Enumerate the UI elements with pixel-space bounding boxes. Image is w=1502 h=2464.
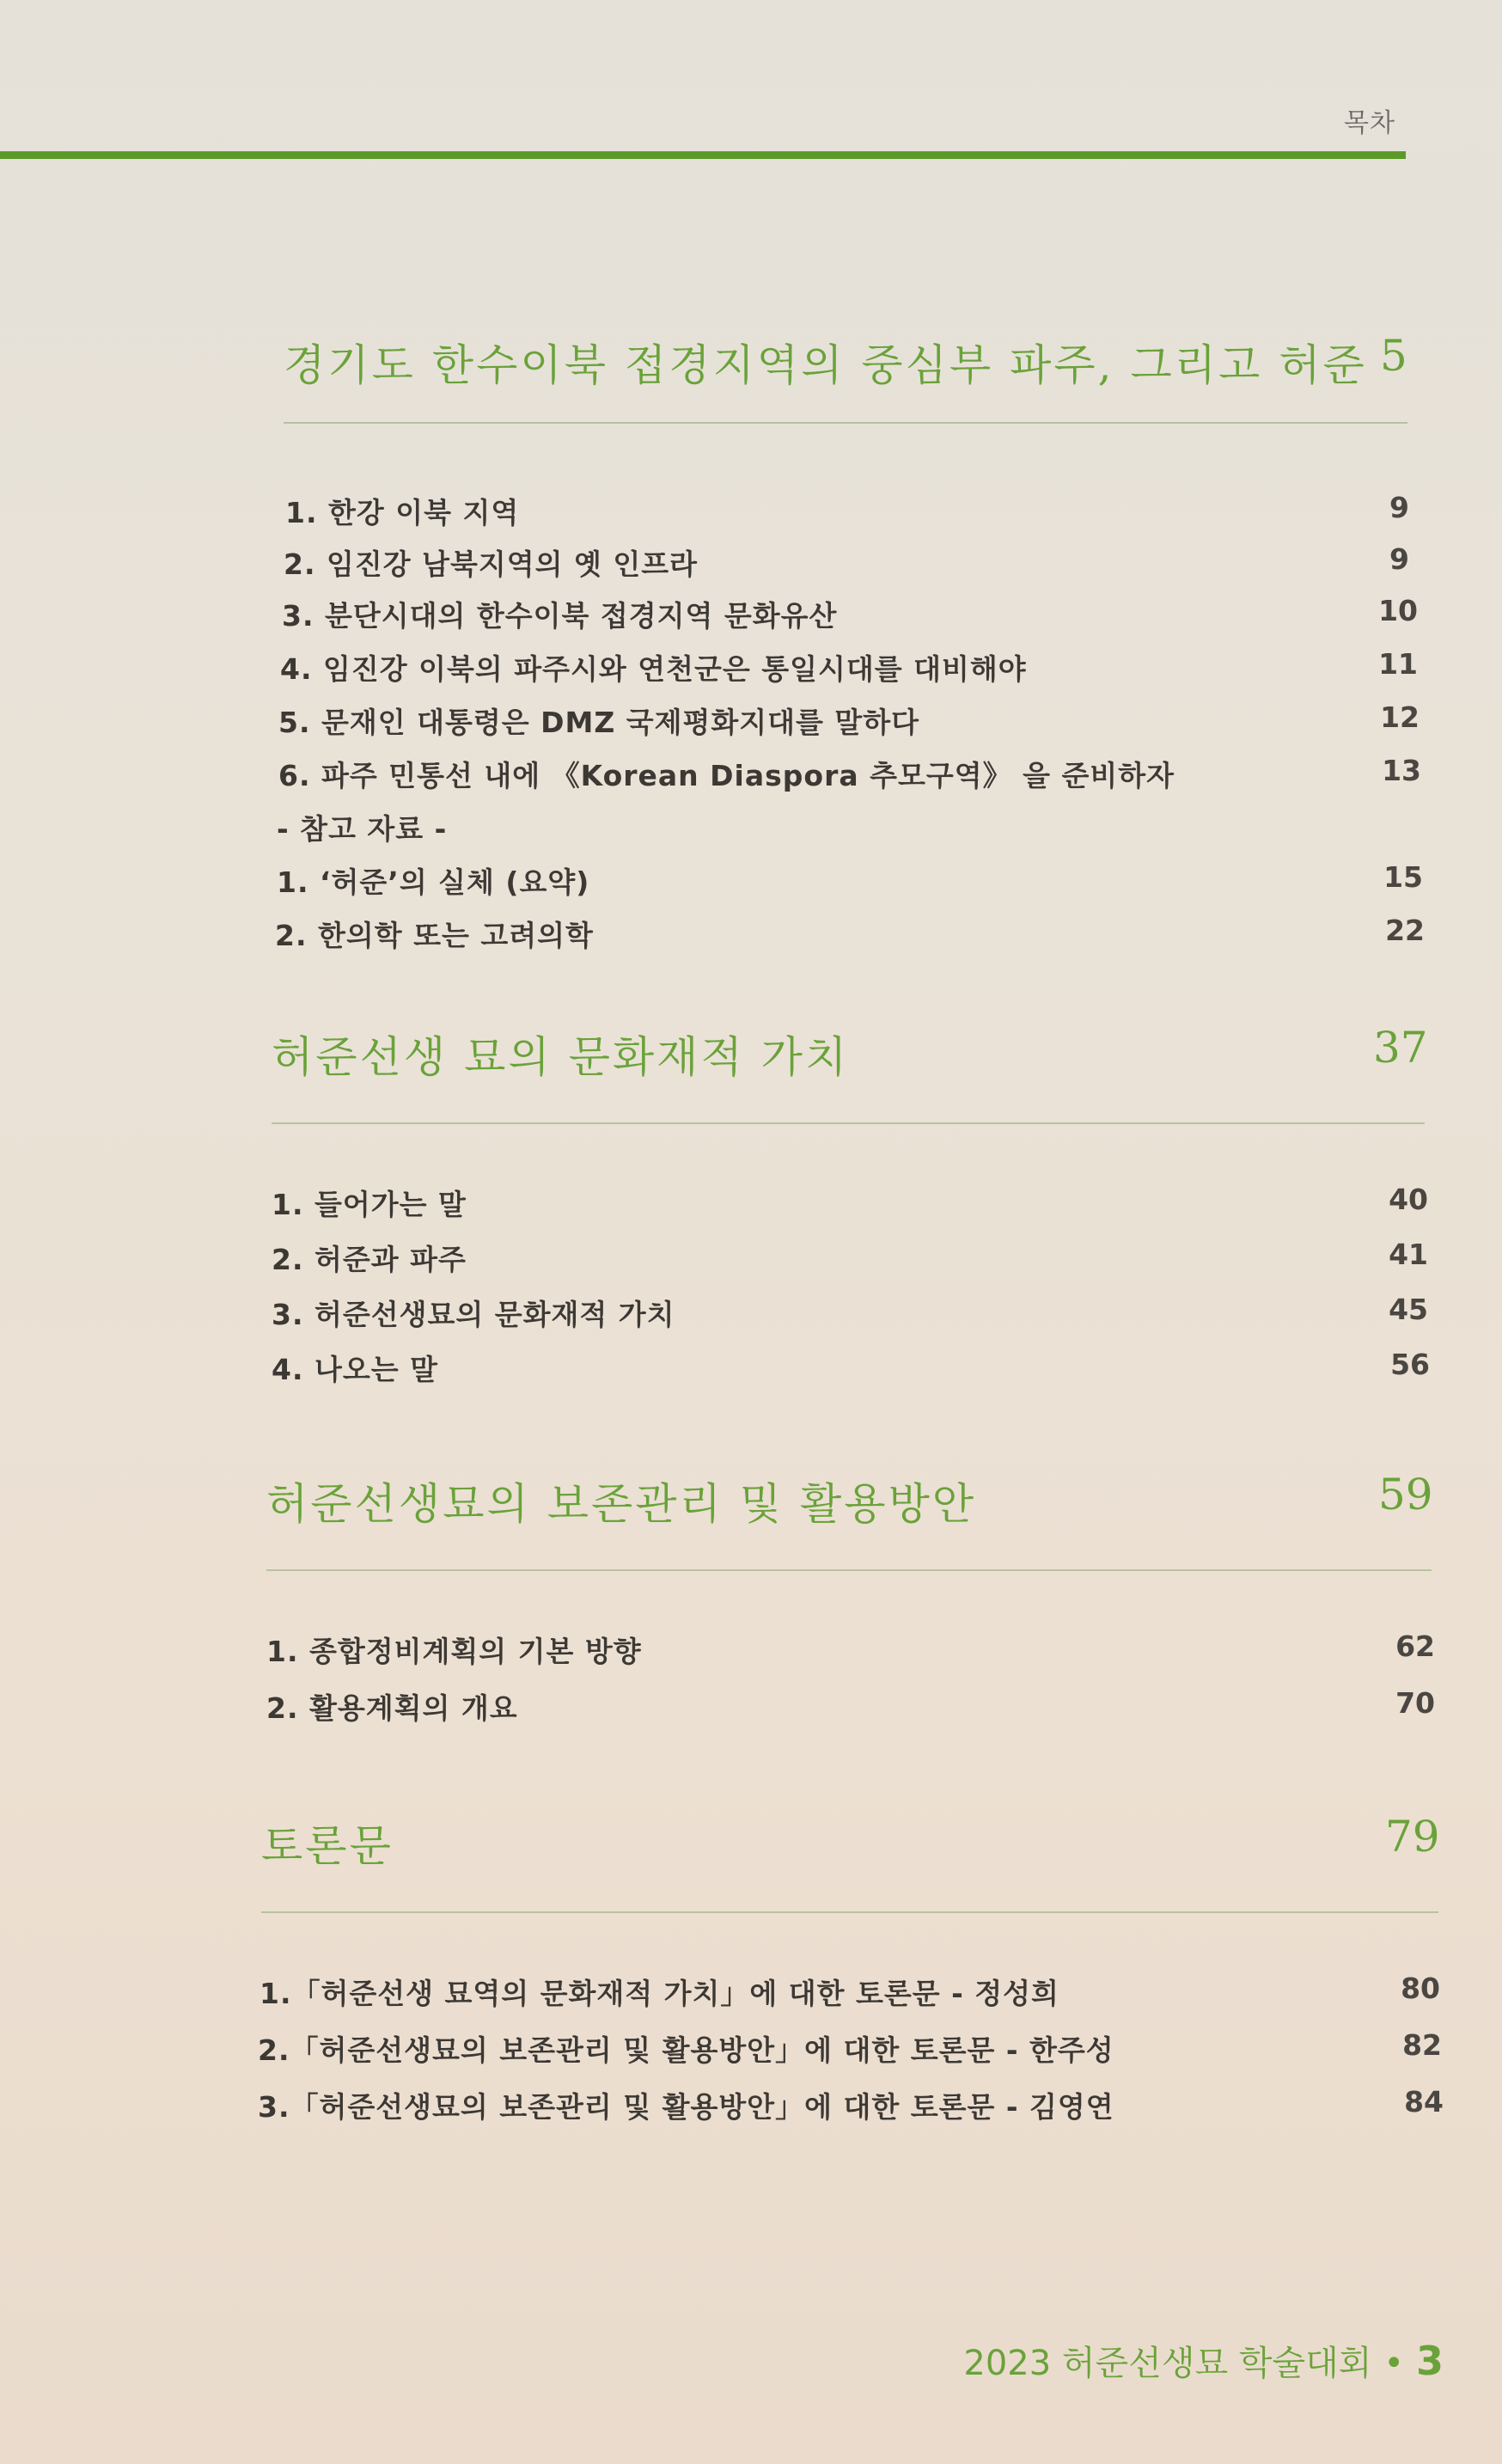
toc-item[interactable] bbox=[0, 1972, 1502, 2015]
section-page-number: 79 bbox=[1385, 1812, 1440, 1862]
toc-item[interactable] bbox=[0, 594, 1502, 637]
toc-item-label: 3. 분단시대의 한수이북 접경지역 문화유산 bbox=[282, 599, 838, 633]
section-heading[interactable] bbox=[0, 331, 1502, 400]
toc-item-label: 4. 나오는 말 bbox=[272, 1353, 438, 1386]
toc-item[interactable] bbox=[0, 1686, 1502, 1729]
toc-item-label: 1. 한강 이북 지역 bbox=[285, 496, 520, 529]
toc-item[interactable] bbox=[0, 2028, 1502, 2071]
page-footer bbox=[963, 2336, 1444, 2385]
section-heading[interactable] bbox=[0, 1812, 1502, 1880]
toc-item[interactable] bbox=[0, 914, 1502, 957]
toc-item-page: 9 bbox=[1389, 542, 1409, 576]
footer-text: 2023 허준선생묘 학술대회 bbox=[963, 2344, 1372, 2383]
toc-item[interactable] bbox=[0, 2085, 1502, 2128]
toc-item-page: 80 bbox=[1401, 1972, 1440, 2005]
section-page-number: 59 bbox=[1378, 1470, 1433, 1519]
toc-item-page: 82 bbox=[1402, 2028, 1442, 2062]
header-label: 목차 bbox=[1344, 108, 1395, 138]
toc-item[interactable] bbox=[0, 754, 1502, 797]
toc-item-page: 15 bbox=[1383, 860, 1423, 894]
reference-subheading: - 참고 자료 - bbox=[277, 812, 448, 846]
toc-item-label: 2. 허준과 파주 bbox=[272, 1243, 467, 1276]
section-heading[interactable] bbox=[0, 1470, 1502, 1538]
section-title: 경기도 한수이북 접경지역의 중심부 파주, 그리고 허준 bbox=[284, 340, 1367, 390]
toc-item-label: 2. 활용계획의 개요 bbox=[266, 1691, 518, 1725]
toc-item-label: 1. ‘허준’의 실체 (요약) bbox=[277, 865, 590, 899]
toc-item-label: 1. 들어가는 말 bbox=[272, 1188, 467, 1221]
toc-item-page: 10 bbox=[1378, 594, 1418, 627]
section-page-number: 37 bbox=[1373, 1023, 1428, 1073]
toc-item[interactable] bbox=[0, 491, 1502, 534]
section-title: 허준선생 묘의 문화재적 가치 bbox=[272, 1032, 850, 1082]
toc-item-label: 2.「허준선생묘의 보존관리 및 활용방안」에 대한 토론문 - 한주성 bbox=[258, 2033, 1114, 2067]
section-title: 토론문 bbox=[261, 1821, 394, 1871]
toc-item-page: 45 bbox=[1389, 1293, 1428, 1326]
toc-item-label: 2. 임진강 남북지역의 옛 인프라 bbox=[284, 547, 698, 581]
toc-item-label: 6. 파주 민통선 내에 《Korean Diaspora 추모구역》 을 준비하자 bbox=[278, 759, 1175, 792]
toc-item-page: 9 bbox=[1389, 491, 1409, 524]
toc-item-page: 11 bbox=[1378, 647, 1418, 681]
toc-item-page: 70 bbox=[1395, 1686, 1435, 1720]
toc-item[interactable] bbox=[0, 542, 1502, 585]
toc-item-page: 22 bbox=[1385, 914, 1425, 947]
toc-item[interactable] bbox=[0, 1183, 1502, 1226]
footer-page-number: 3 bbox=[1415, 2338, 1444, 2384]
section-title: 허준선생묘의 보존관리 및 활용방안 bbox=[266, 1479, 977, 1529]
toc-item-page: 56 bbox=[1390, 1348, 1430, 1381]
toc-item-page: 40 bbox=[1389, 1183, 1428, 1216]
toc-item[interactable] bbox=[0, 700, 1502, 743]
toc-item-page: 41 bbox=[1389, 1238, 1428, 1271]
toc-item-label: 3. 허준선생묘의 문화재적 가치 bbox=[272, 1298, 675, 1331]
toc-item-label: 2. 한의학 또는 고려의학 bbox=[275, 919, 594, 952]
toc-item[interactable] bbox=[0, 647, 1502, 690]
toc-subheading bbox=[0, 807, 1502, 850]
toc-item-page: 13 bbox=[1382, 754, 1421, 787]
section-rule bbox=[261, 1911, 1438, 1913]
section-page-number: 5 bbox=[1380, 331, 1407, 381]
header-rule bbox=[0, 151, 1406, 159]
toc-item-page: 62 bbox=[1395, 1629, 1435, 1663]
toc-item-label: 1.「허준선생 묘역의 문화재적 가치」에 대한 토론문 - 정성희 bbox=[259, 1977, 1059, 2010]
toc-item[interactable] bbox=[0, 1293, 1502, 1336]
toc-item-label: 5. 문재인 대통령은 DMZ 국제평화지대를 말하다 bbox=[278, 706, 920, 739]
section-heading[interactable] bbox=[0, 1023, 1502, 1091]
section-rule bbox=[266, 1569, 1432, 1571]
toc-item-page: 12 bbox=[1380, 700, 1420, 734]
toc-item[interactable] bbox=[0, 1348, 1502, 1391]
section-rule bbox=[284, 422, 1407, 424]
toc-item[interactable] bbox=[0, 1238, 1502, 1281]
toc-item-label: 3.「허준선생묘의 보존관리 및 활용방안」에 대한 토론문 - 김영연 bbox=[258, 2090, 1114, 2124]
toc-item-page: 84 bbox=[1404, 2085, 1444, 2119]
toc-item-label: 4. 임진강 이북의 파주시와 연천군은 통일시대를 대비해야 bbox=[280, 652, 1027, 686]
footer-separator: • bbox=[1383, 2344, 1404, 2383]
section-rule bbox=[272, 1122, 1425, 1124]
toc-item-label: 1. 종합정비계획의 기본 방향 bbox=[266, 1635, 642, 1668]
toc-item[interactable] bbox=[0, 860, 1502, 903]
toc-item[interactable] bbox=[0, 1629, 1502, 1672]
